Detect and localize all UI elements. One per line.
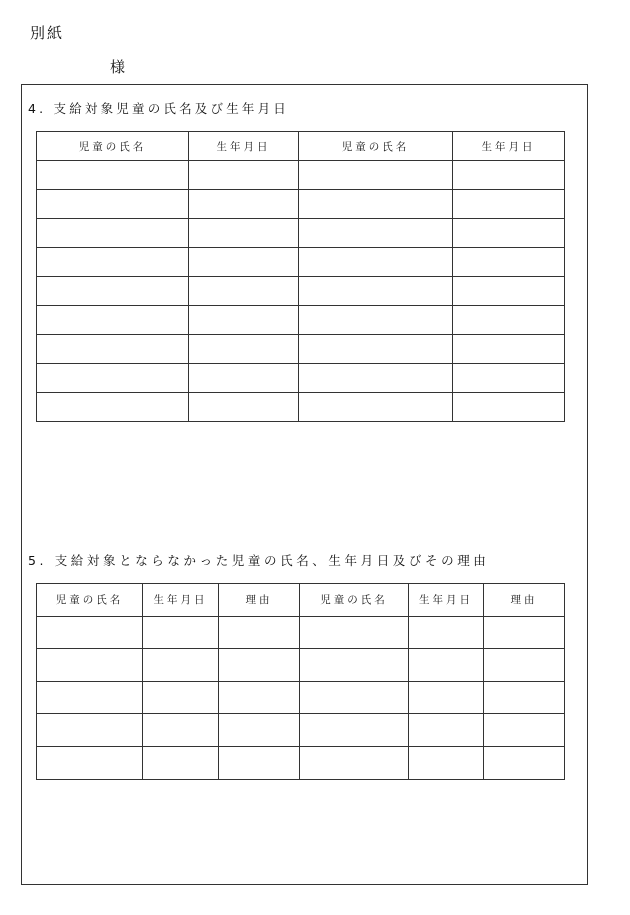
eligible-children-table — [36, 131, 565, 422]
table-cell[interactable] — [37, 364, 189, 393]
table-cell[interactable] — [409, 714, 484, 747]
table-cell[interactable] — [453, 190, 565, 219]
column-header-child-name: 児童の氏名 — [37, 584, 143, 617]
table-row — [37, 161, 565, 190]
table-cell[interactable] — [299, 248, 453, 277]
table-row — [37, 649, 565, 682]
table-cell[interactable] — [189, 335, 299, 364]
table-cell[interactable] — [143, 746, 219, 779]
table-row — [37, 714, 565, 747]
table-row — [37, 219, 565, 248]
column-header-reason: 理由 — [219, 584, 300, 617]
table-cell[interactable] — [219, 746, 300, 779]
table-cell[interactable] — [409, 649, 484, 682]
table-cell[interactable] — [409, 616, 484, 649]
table-header-row — [37, 584, 565, 617]
table-cell[interactable] — [189, 364, 299, 393]
section-5-heading: 5. 支給対象とならなかった児童の氏名、生年月日及びその理由 — [28, 553, 490, 568]
table-cell[interactable] — [37, 306, 189, 335]
table-cell[interactable] — [37, 681, 143, 714]
table-row — [37, 335, 565, 364]
table-cell[interactable] — [453, 219, 565, 248]
ineligible-children-table — [36, 583, 565, 780]
section-4-heading: 4. 支給対象児童の氏名及び生年月日 — [28, 101, 290, 116]
table-cell[interactable] — [453, 161, 565, 190]
recipient-honorific: 様 — [110, 58, 126, 76]
table-cell[interactable] — [37, 161, 189, 190]
table-cell[interactable] — [484, 649, 565, 682]
table-cell[interactable] — [37, 714, 143, 747]
table-cell[interactable] — [219, 681, 300, 714]
table-cell[interactable] — [37, 335, 189, 364]
table-row — [37, 190, 565, 219]
column-header-child-name: 児童の氏名 — [300, 584, 409, 617]
table-cell[interactable] — [37, 746, 143, 779]
table-row — [37, 681, 565, 714]
document-label: 別紙 — [30, 24, 65, 42]
table-cell[interactable] — [299, 393, 453, 422]
table-cell[interactable] — [299, 335, 453, 364]
table-header-row — [37, 132, 565, 161]
table-cell[interactable] — [299, 306, 453, 335]
table-cell[interactable] — [484, 714, 565, 747]
table-cell[interactable] — [484, 681, 565, 714]
table-row — [37, 306, 565, 335]
table-cell[interactable] — [219, 616, 300, 649]
table-cell[interactable] — [189, 219, 299, 248]
table-cell[interactable] — [189, 248, 299, 277]
table-cell[interactable] — [300, 746, 409, 779]
table-row — [37, 616, 565, 649]
table-cell[interactable] — [484, 616, 565, 649]
column-header-child-name: 児童の氏名 — [299, 132, 453, 161]
table-cell[interactable] — [189, 277, 299, 306]
table-cell[interactable] — [300, 681, 409, 714]
table-cell[interactable] — [37, 649, 143, 682]
table-cell[interactable] — [453, 248, 565, 277]
table-cell[interactable] — [453, 277, 565, 306]
table-cell[interactable] — [453, 393, 565, 422]
table-cell[interactable] — [37, 219, 189, 248]
table-cell[interactable] — [453, 335, 565, 364]
table-cell[interactable] — [37, 393, 189, 422]
table-cell[interactable] — [299, 190, 453, 219]
table-cell[interactable] — [453, 306, 565, 335]
column-header-reason: 理由 — [484, 584, 565, 617]
table-row — [37, 277, 565, 306]
table-cell[interactable] — [219, 714, 300, 747]
table-cell[interactable] — [37, 248, 189, 277]
table-cell[interactable] — [189, 393, 299, 422]
table-cell[interactable] — [453, 364, 565, 393]
table-cell[interactable] — [189, 190, 299, 219]
table-row — [37, 746, 565, 779]
table-cell[interactable] — [219, 649, 300, 682]
table-cell[interactable] — [300, 649, 409, 682]
table-cell[interactable] — [300, 616, 409, 649]
column-header-birthdate: 生年月日 — [453, 132, 565, 161]
table-cell[interactable] — [37, 190, 189, 219]
column-header-birthdate: 生年月日 — [409, 584, 484, 617]
table-cell[interactable] — [299, 219, 453, 248]
table-cell[interactable] — [37, 277, 189, 306]
table-row — [37, 393, 565, 422]
table-cell[interactable] — [189, 161, 299, 190]
table-cell[interactable] — [37, 616, 143, 649]
table-cell[interactable] — [143, 681, 219, 714]
table-row — [37, 364, 565, 393]
table-cell[interactable] — [484, 746, 565, 779]
table-row — [37, 248, 565, 277]
table-cell[interactable] — [299, 277, 453, 306]
table-cell[interactable] — [189, 306, 299, 335]
table-cell[interactable] — [300, 714, 409, 747]
column-header-child-name: 児童の氏名 — [37, 132, 189, 161]
table-cell[interactable] — [299, 161, 453, 190]
table-cell[interactable] — [143, 714, 219, 747]
table-cell[interactable] — [143, 649, 219, 682]
column-header-birthdate: 生年月日 — [143, 584, 219, 617]
table-cell[interactable] — [143, 616, 219, 649]
column-header-birthdate: 生年月日 — [189, 132, 299, 161]
table-cell[interactable] — [409, 681, 484, 714]
table-cell[interactable] — [299, 364, 453, 393]
table-cell[interactable] — [409, 746, 484, 779]
